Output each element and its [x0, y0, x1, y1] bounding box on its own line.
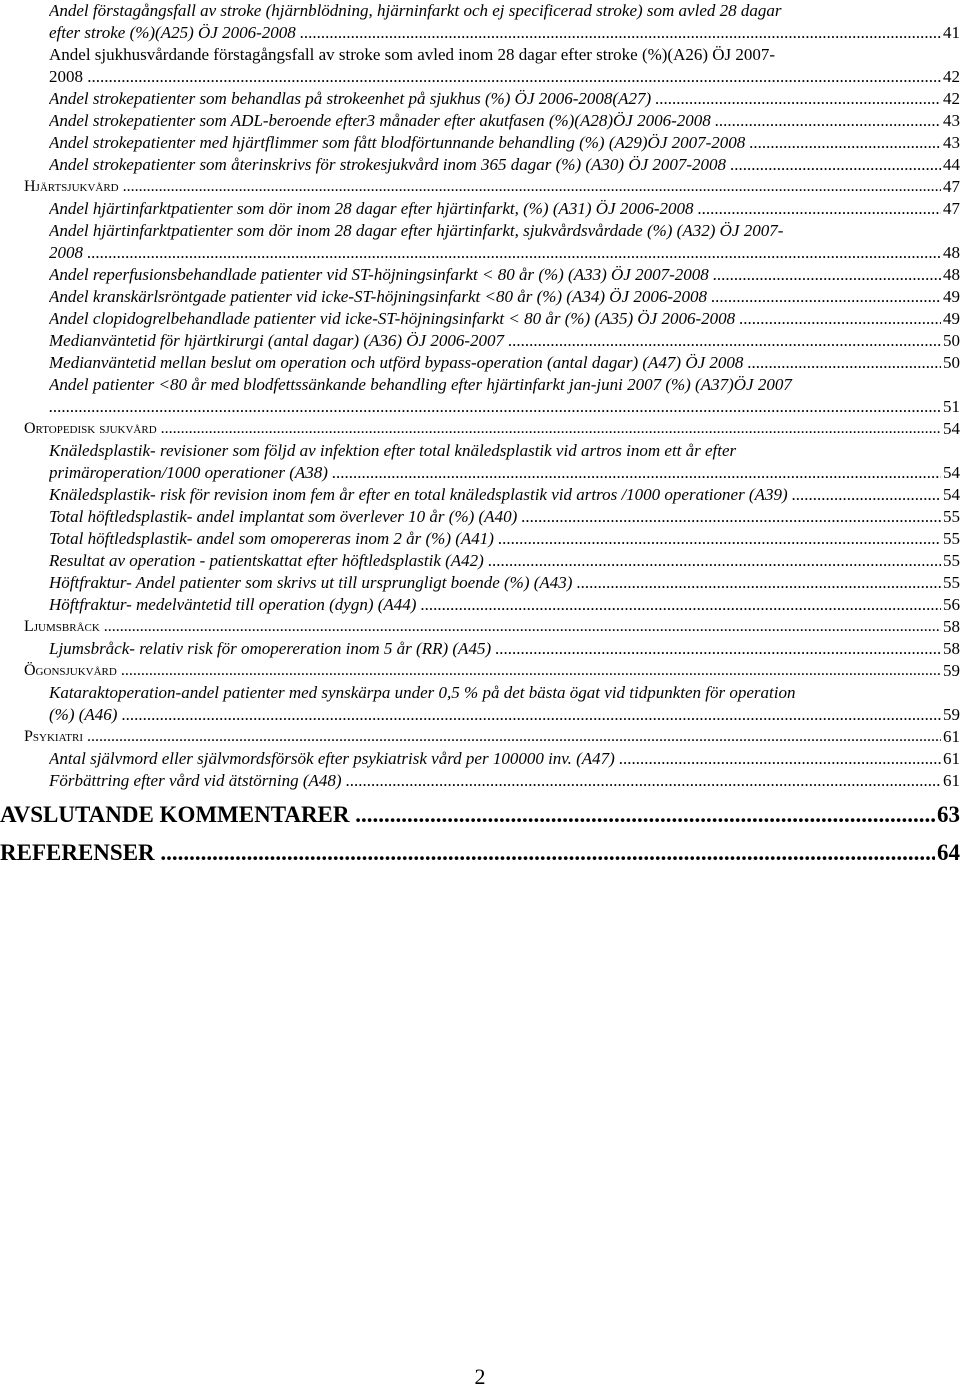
toc-page-number: 41: [943, 23, 960, 42]
toc-entry[interactable]: [0, 286, 960, 308]
toc-entry-title: Ögonsjukvård .....: [24, 660, 941, 682]
toc-entry[interactable]: [0, 682, 960, 726]
toc-page-number: 59: [943, 705, 960, 724]
toc-entry-title: Andel strokepatienter som återinskrivs för strokesjukvård inom 365 dagar (%) (A30) ÖJ 2007-2008 .....: [49, 154, 941, 176]
toc-entry-title-continued: efter stroke (%)(A25) ÖJ 2006-2008 .....: [49, 22, 941, 44]
toc-page-number: 43: [943, 133, 960, 152]
toc-entry[interactable]: [0, 484, 960, 506]
toc-entry[interactable]: [0, 308, 960, 330]
toc-entry-title: Andel strokepatienter som ADL-beroende efter3 månader efter akutfasen (%)(A28)ÖJ 2006-2008 .....: [49, 110, 941, 132]
toc-entry[interactable]: [0, 770, 960, 792]
toc-page-number: 51: [943, 397, 960, 416]
toc-entry-title-continued: (%) (A46) .....: [49, 704, 941, 726]
toc-entry-title: Andel strokepatienter som behandlas på strokeenhet på sjukhus (%) ÖJ 2006-2008(A27) .....: [49, 88, 941, 110]
toc-chapter[interactable]: [0, 800, 960, 830]
toc-page-number: 61: [943, 749, 960, 768]
toc-section[interactable]: [0, 726, 960, 748]
toc-entry-title: Kataraktoperation-andel patienter med synskärpa under 0,5 % på det bästa ögat vid tidpunkten för operation: [49, 683, 796, 702]
toc-entry-title: Medianväntetid för hjärtkirurgi (antal dagar) (A36) ÖJ 2006-2007 .....: [49, 330, 941, 352]
toc-entry-title: Andel strokepatienter med hjärtflimmer som fått blodförtunnande behandling (%) (A29)ÖJ 2007-2008 .....: [49, 132, 941, 154]
toc-page-number: 55: [943, 507, 960, 526]
toc-page-number: 54: [943, 463, 960, 482]
toc-entry-title: Ljumsbråck- relativ risk för omopereration inom 5 år (RR) (A45) .....: [49, 638, 941, 660]
toc-entry-title: Höftfraktur- medelväntetid till operation (dygn) (A44) .....: [49, 594, 941, 616]
toc-entry-title-continued: 2008 .....: [49, 66, 941, 88]
toc-page-number: 42: [943, 89, 960, 108]
toc-entry[interactable]: [0, 638, 960, 660]
toc-entry[interactable]: [0, 110, 960, 132]
toc-page-number: 55: [943, 529, 960, 548]
toc-page-number: 54: [943, 485, 960, 504]
toc-entry[interactable]: [0, 594, 960, 616]
toc-page-number: 47: [943, 177, 960, 196]
toc-entry-title: Resultat av operation - patientskattat efter höftledsplastik (A42) .....: [49, 550, 941, 572]
toc-entry-title: Knäledsplastik- revisioner som följd av infektion efter total knäledsplastik vid artros inom ett år efter: [49, 441, 737, 460]
toc-entry-title-continued: primäroperation/1000 operationer (A38) .....: [49, 462, 941, 484]
toc-entry-title: Andel clopidogrelbehandlade patienter vid icke-ST-höjningsinfarkt < 80 år (%) (A35) ÖJ 2006-2008 .....: [49, 308, 941, 330]
toc-entry-title: Ortopedisk sjukvård .....: [24, 418, 941, 440]
toc-entry-title: Antal självmord eller självmordsförsök efter psykiatrisk vård per 100000 inv. (A47) .....: [49, 748, 941, 770]
toc-section[interactable]: [0, 176, 960, 198]
toc-entry[interactable]: [0, 352, 960, 374]
toc-entry-title: Förbättring efter vård vid ätstörning (A48) .....: [49, 770, 941, 792]
toc-entry-title: Andel hjärtinfarktpatienter som dör inom 28 dagar efter hjärtinfarkt, (%) (A31) ÖJ 2006-2008 .....: [49, 198, 941, 220]
toc-entry[interactable]: [0, 440, 960, 484]
toc-entry-title: Psykiatri .....: [24, 726, 941, 748]
toc-page-number: 49: [943, 309, 960, 328]
toc-entry-title: Total höftledsplastik- andel som omopereras inom 2 år (%) (A41) .....: [49, 528, 941, 550]
toc-entry-title: Hjärtsjukvård .....: [24, 176, 941, 198]
toc-entry[interactable]: [0, 748, 960, 770]
toc-entry-title: Andel förstagångsfall av stroke (hjärnblödning, hjärninfarkt och ej specificerad stroke) som avled 28 dagar: [49, 1, 782, 20]
toc-entry[interactable]: [0, 528, 960, 550]
toc-entry-title: Total höftledsplastik- andel implantat som överlever 10 år (%) (A40) .....: [49, 506, 941, 528]
toc-page-number: 59: [943, 661, 960, 680]
toc-entry[interactable]: [0, 0, 960, 44]
toc-entry[interactable]: [0, 374, 960, 418]
toc-entry[interactable]: [0, 550, 960, 572]
toc-entry-title: AVSLUTANDE KOMMENTARER .....: [0, 800, 935, 830]
toc-page-number: 58: [943, 617, 960, 636]
toc-entry-title: Ljumsbråck .....: [24, 616, 941, 638]
toc-page-number: 55: [943, 551, 960, 570]
toc-page-number: 44: [943, 155, 960, 174]
toc-section[interactable]: [0, 660, 960, 682]
toc-page-number: 58: [943, 639, 960, 658]
toc-entry-title: Medianväntetid mellan beslut om operation och utförd bypass-operation (antal dagar) (A47) ÖJ 2008 .....: [49, 352, 941, 374]
toc-entry-title: Andel reperfusionsbehandlade patienter vid ST-höjningsinfarkt < 80 år (%) (A33) ÖJ 2007-2008 .....: [49, 264, 941, 286]
toc-entry[interactable]: [0, 506, 960, 528]
toc-entry-title: Andel sjukhusvårdande förstagångsfall av stroke som avled inom 28 dagar efter stroke (%)(A26) ÖJ 2007-: [49, 45, 776, 64]
toc-page-number: 61: [943, 771, 960, 790]
toc-page-number: 63: [937, 802, 960, 827]
page-number: 2: [474, 1364, 486, 1389]
toc-entry[interactable]: [0, 132, 960, 154]
toc-entry[interactable]: [0, 44, 960, 88]
toc-entry-title: Höftfraktur- Andel patienter som skrivs ut till ursprungligt boende (%) (A43) .....: [49, 572, 941, 594]
toc-entry[interactable]: [0, 88, 960, 110]
toc-page-number: 64: [937, 840, 960, 865]
toc-page-number: 48: [943, 243, 960, 262]
toc-entry[interactable]: [0, 154, 960, 176]
toc-page-number: 61: [943, 727, 960, 746]
toc-entry-title: Andel kranskärlsröntgade patienter vid icke-ST-höjningsinfarkt <80 år (%) (A34) ÖJ 2006-2008 .....: [49, 286, 941, 308]
toc-page-number: 50: [943, 331, 960, 350]
toc-page-number: 47: [943, 199, 960, 218]
toc-entry[interactable]: [0, 330, 960, 352]
toc-section[interactable]: [0, 616, 960, 638]
toc-chapter[interactable]: [0, 838, 960, 868]
toc-entry[interactable]: [0, 572, 960, 594]
toc-page-number: 50: [943, 353, 960, 372]
toc-entry-title-continued: 2008 .....: [49, 242, 941, 264]
toc-entry-title: Andel patienter <80 år med blodfettssänkande behandling efter hjärtinfarkt jan-juni 2007 (%) (A37)ÖJ 2007: [49, 375, 792, 394]
toc-entry[interactable]: [0, 264, 960, 286]
toc-entry-title: Knäledsplastik- risk för revision inom fem år efter en total knäledsplastik vid artros /1000 operationer (A39) .....: [49, 484, 941, 506]
toc-entry[interactable]: [0, 198, 960, 220]
toc-page-number: 56: [943, 595, 960, 614]
toc-page-number: 55: [943, 573, 960, 592]
toc-entry[interactable]: [0, 220, 960, 264]
toc-page-number: 42: [943, 67, 960, 86]
toc-section[interactable]: [0, 418, 960, 440]
toc-entry-title-continued: [49, 396, 941, 418]
toc-entry-title: Andel hjärtinfarktpatienter som dör inom 28 dagar efter hjärtinfarkt, sjukvårdsvårdade (%) (A32) ÖJ 2007-: [49, 221, 784, 240]
toc-page-number: 43: [943, 111, 960, 130]
toc-page-number: 49: [943, 287, 960, 306]
toc-entry-title: REFERENSER .....: [0, 838, 935, 868]
toc-page-number: 54: [943, 419, 960, 438]
toc-page-number: 48: [943, 265, 960, 284]
